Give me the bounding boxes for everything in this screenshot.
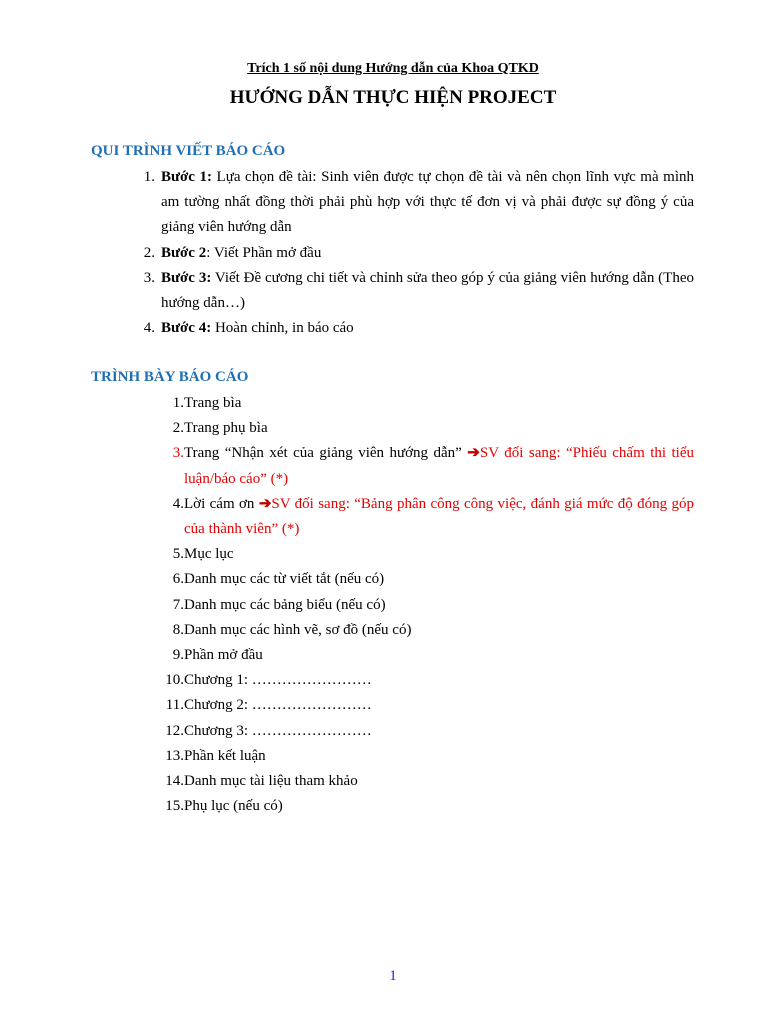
list-item (136, 794, 694, 819)
item-text: Danh mục các hình vẽ, sơ đồ (nếu có) (184, 621, 412, 638)
list-item (136, 668, 694, 693)
item-text: Danh mục tài liệu tham khảo (184, 773, 358, 790)
document-subtitle: Trích 1 số nội dung Hướng dẫn của Khoa QTKD (247, 61, 539, 76)
list-number: 13. (165, 747, 184, 764)
list-number: 14. (165, 773, 184, 790)
step-text: : Viết Phần mở đầu (206, 244, 322, 261)
list-number: 12. (165, 722, 184, 739)
list-item (136, 593, 694, 618)
section-heading-report-layout: TRÌNH BÀY BÁO CÁO (91, 369, 249, 385)
list-number: 1. (172, 395, 184, 411)
item-text: Phần kết luận (184, 747, 266, 764)
process-steps-list (136, 165, 694, 341)
list-item (136, 266, 694, 316)
list-item (136, 618, 694, 643)
right-arrow-icon: ➔ (467, 445, 480, 462)
step-text: Hoàn chỉnh, in báo cáo (211, 320, 354, 337)
list-item (136, 719, 694, 744)
report-layout-list (136, 391, 694, 819)
page-number: 1 (389, 968, 397, 984)
item-text: Lời cám ơn (184, 495, 259, 512)
section-heading-report-process: QUI TRÌNH VIẾT BÁO CÁO (91, 143, 286, 159)
list-item (136, 441, 694, 491)
item-note: SV đối sang: “Bảng phân công công việc, đánh giá mức độ đóng góp của thành viên” (*) (184, 495, 694, 538)
list-number: 2. (172, 420, 184, 437)
list-number: 2. (143, 244, 155, 261)
list-item (136, 416, 694, 441)
item-text: Phụ lục (nếu có) (184, 798, 283, 815)
step-label: Bước 3: (161, 269, 212, 286)
list-item (136, 316, 694, 341)
list-number: 4. (143, 320, 155, 337)
list-number: 8. (172, 621, 184, 638)
list-item (136, 241, 694, 266)
step-label: Bước 2 (161, 244, 207, 261)
list-number: 15. (165, 798, 184, 815)
list-item (136, 492, 694, 542)
item-text: Mục lục (184, 546, 234, 563)
item-text: Chương 2: …………………… (184, 697, 372, 714)
item-text: Trang bìa (184, 395, 242, 411)
list-number: 7. (172, 596, 184, 613)
item-text: Danh mục các từ viết tắt (nếu có) (184, 571, 385, 588)
step-text: Viết Đề cương chi tiết và chỉnh sửa theo góp ý của giảng viên hướng dẫn (Theo hướng dẫn…) (161, 269, 694, 312)
list-item (136, 165, 694, 241)
list-number: 3. (172, 445, 184, 462)
item-text: Trang “Nhận xét của giảng viên hướng dẫn” (184, 445, 468, 462)
item-text: Danh mục các bảng biểu (nếu có) (184, 596, 386, 613)
list-item (136, 769, 694, 794)
item-text: Chương 1: …………………… (184, 672, 372, 689)
step-label: Bước 1: (161, 169, 213, 185)
list-number: 3. (143, 269, 155, 286)
list-item (136, 643, 694, 668)
document-title: HƯỚNG DẪN THỰC HIỆN PROJECT (229, 87, 557, 108)
list-number: 11. (165, 697, 184, 714)
right-arrow-icon: ➔ (258, 495, 272, 512)
item-text: Trang phụ bìa (184, 420, 268, 437)
list-number: 1. (143, 169, 155, 185)
item-note: SV đối sang: “Phiếu chấm thi tiểu luận/báo cáo” (*) (184, 445, 695, 487)
list-item (136, 744, 694, 769)
item-text: Chương 3: …………………… (184, 722, 372, 739)
list-item (136, 391, 694, 416)
list-number: 6. (172, 571, 184, 588)
list-number: 9. (172, 647, 184, 664)
list-item (136, 542, 694, 567)
list-item (136, 567, 694, 592)
list-number: 10. (165, 672, 184, 689)
step-label: Bước 4: (161, 320, 212, 337)
list-item (136, 693, 694, 718)
list-number: 4. (172, 495, 184, 512)
item-text: Phần mở đầu (184, 647, 263, 664)
list-number: 5. (172, 546, 184, 563)
step-text: Lựa chọn đề tài: Sinh viên được tự chọn đề tài và nên chọn lĩnh vực mà mình am tường nhất đồng thời phải phù hợp với thực tế đơn vị và phải được sự đồng ý của giảng viên hướng dẫn (161, 169, 695, 236)
